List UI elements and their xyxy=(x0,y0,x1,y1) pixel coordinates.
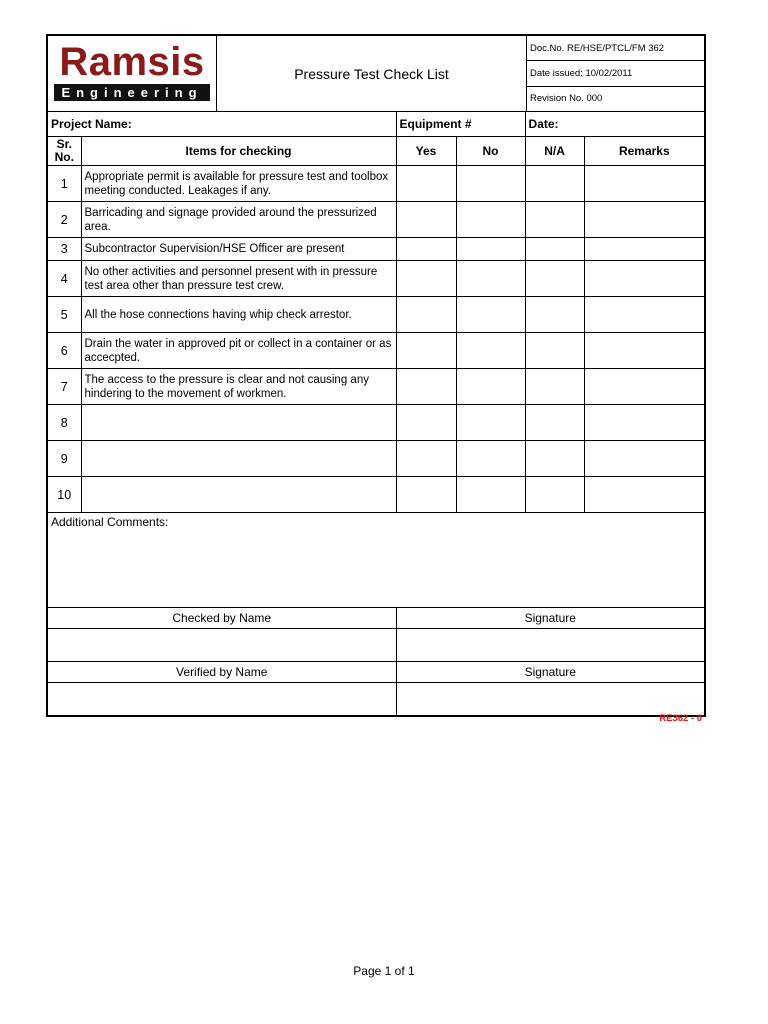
checklist-form xyxy=(46,34,706,717)
column-header-row xyxy=(48,137,704,166)
item-number: 6 xyxy=(48,333,81,369)
no-cell[interactable] xyxy=(456,441,525,477)
checklist-table xyxy=(48,112,704,513)
form-title: Pressure Test Check List xyxy=(217,36,527,111)
na-cell[interactable] xyxy=(525,405,584,441)
signoff-table xyxy=(48,608,704,715)
na-cell[interactable] xyxy=(525,261,584,297)
na-cell[interactable] xyxy=(525,477,584,513)
item-text: Drain the water in approved pit or collect in a container or as accecpted. xyxy=(81,333,396,369)
table-row xyxy=(48,333,704,369)
item-text: Appropriate permit is available for pressure test and toolbox meeting conducted. Leakages if any. xyxy=(81,166,396,202)
no-cell[interactable] xyxy=(456,477,525,513)
item-number: 4 xyxy=(48,261,81,297)
item-number: 10 xyxy=(48,477,81,513)
form-code: RE362 - 0 xyxy=(659,713,702,724)
na-cell[interactable] xyxy=(525,369,584,405)
yes-cell[interactable] xyxy=(396,238,456,261)
revision-number: Revision No. 000 xyxy=(530,93,603,105)
doc-number: Doc.No. RE/HSE/PTCL/FM 362 xyxy=(527,36,704,61)
item-number: 5 xyxy=(48,297,81,333)
document-meta xyxy=(527,36,704,111)
na-cell[interactable] xyxy=(525,441,584,477)
checked-signature-label: Signature xyxy=(396,608,704,629)
na-cell[interactable] xyxy=(525,202,584,238)
no-cell[interactable] xyxy=(456,166,525,202)
yes-cell[interactable] xyxy=(396,261,456,297)
yes-cell[interactable] xyxy=(396,369,456,405)
table-row xyxy=(48,166,704,202)
verified-signature-field[interactable] xyxy=(396,683,704,716)
verified-by-name-field[interactable] xyxy=(48,683,396,716)
remarks-cell[interactable] xyxy=(584,297,704,333)
table-row xyxy=(48,261,704,297)
additional-comments-label: Additional Comments: xyxy=(51,515,169,529)
item-text: Barricading and signage provided around the pressurized area. xyxy=(81,202,396,238)
col-remarks: Remarks xyxy=(584,137,704,166)
item-number: 8 xyxy=(48,405,81,441)
yes-cell[interactable] xyxy=(396,166,456,202)
na-cell[interactable] xyxy=(525,333,584,369)
item-number: 2 xyxy=(48,202,81,238)
yes-cell[interactable] xyxy=(396,333,456,369)
table-row xyxy=(48,441,704,477)
col-items: Items for checking xyxy=(81,137,396,166)
item-text: Subcontractor Supervision/HSE Officer are present xyxy=(81,238,396,261)
yes-cell[interactable] xyxy=(396,297,456,333)
no-cell[interactable] xyxy=(456,333,525,369)
date-issued: Date issued: 10/02/2011 xyxy=(527,61,704,86)
no-cell[interactable] xyxy=(456,369,525,405)
verified-by-label-row xyxy=(48,662,704,683)
checked-by-label-row xyxy=(48,608,704,629)
verified-by-entry-row xyxy=(48,683,704,716)
project-info-row xyxy=(48,112,704,137)
remarks-cell[interactable] xyxy=(584,477,704,513)
yes-cell[interactable] xyxy=(396,202,456,238)
equipment-field[interactable]: Equipment # xyxy=(396,112,525,137)
logo-name: Ramsis xyxy=(59,40,205,84)
checked-by-name-label: Checked by Name xyxy=(48,608,396,629)
col-sr-no: Sr. No. xyxy=(48,137,81,166)
yes-cell[interactable] xyxy=(396,441,456,477)
no-cell[interactable] xyxy=(456,405,525,441)
item-text[interactable] xyxy=(81,441,396,477)
col-no: No xyxy=(456,137,525,166)
logo-subtitle: Engineering xyxy=(54,84,210,101)
yes-cell[interactable] xyxy=(396,477,456,513)
remarks-cell[interactable] xyxy=(584,405,704,441)
project-name-field[interactable]: Project Name: xyxy=(48,112,396,137)
remarks-cell[interactable] xyxy=(584,333,704,369)
table-row xyxy=(48,297,704,333)
checked-by-entry-row xyxy=(48,629,704,662)
item-text: All the hose connections having whip check arrestor. xyxy=(81,297,396,333)
item-number: 9 xyxy=(48,441,81,477)
col-yes: Yes xyxy=(396,137,456,166)
remarks-cell[interactable] xyxy=(584,441,704,477)
remarks-cell[interactable] xyxy=(584,166,704,202)
checked-signature-field[interactable] xyxy=(396,629,704,662)
item-text[interactable] xyxy=(81,477,396,513)
remarks-cell[interactable] xyxy=(584,238,704,261)
item-number: 1 xyxy=(48,166,81,202)
item-text: No other activities and personnel present with in pressure test area other than pressure test crew. xyxy=(81,261,396,297)
table-row xyxy=(48,477,704,513)
item-text[interactable] xyxy=(81,405,396,441)
form-header xyxy=(48,36,704,112)
checked-by-name-field[interactable] xyxy=(48,629,396,662)
remarks-cell[interactable] xyxy=(584,369,704,405)
remarks-cell[interactable] xyxy=(584,202,704,238)
no-cell[interactable] xyxy=(456,297,525,333)
yes-cell[interactable] xyxy=(396,405,456,441)
company-logo xyxy=(48,36,217,111)
table-row xyxy=(48,405,704,441)
table-row xyxy=(48,202,704,238)
item-number: 7 xyxy=(48,369,81,405)
no-cell[interactable] xyxy=(456,261,525,297)
item-number: 3 xyxy=(48,238,81,261)
verified-signature-label: Signature xyxy=(396,662,704,683)
table-row xyxy=(48,369,704,405)
additional-comments-box[interactable] xyxy=(48,513,704,608)
table-row xyxy=(48,238,704,261)
no-cell[interactable] xyxy=(456,202,525,238)
no-cell[interactable] xyxy=(456,238,525,261)
item-text: The access to the pressure is clear and not causing any hindering to the movement of workmen. xyxy=(81,369,396,405)
verified-by-name-label: Verified by Name xyxy=(48,662,396,683)
col-na: N/A xyxy=(525,137,584,166)
na-cell[interactable] xyxy=(525,238,584,261)
remarks-cell[interactable] xyxy=(584,261,704,297)
na-cell[interactable] xyxy=(525,166,584,202)
page-number: Page 1 of 1 xyxy=(353,964,415,978)
date-field[interactable]: Date: xyxy=(525,112,704,137)
na-cell[interactable] xyxy=(525,297,584,333)
